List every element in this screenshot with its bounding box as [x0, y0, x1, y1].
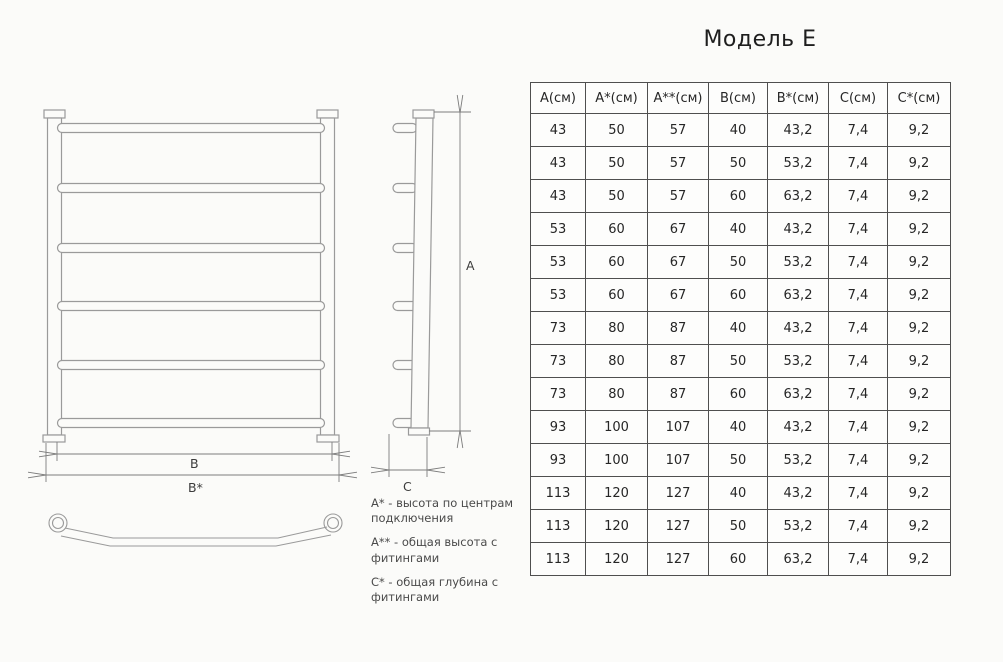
table-cell: 9,2	[888, 246, 951, 279]
rail-bar	[58, 124, 325, 133]
table-cell: 57	[648, 180, 709, 213]
table-cell: 127	[648, 510, 709, 543]
table-row	[531, 444, 951, 477]
table-cell: 127	[648, 477, 709, 510]
rail-bar	[58, 184, 325, 193]
table-cell: 57	[648, 114, 709, 147]
table-cell: 127	[648, 543, 709, 576]
table-cell: 7,4	[829, 147, 888, 180]
table-cell: 63,2	[768, 279, 829, 312]
table-cell: 50	[586, 147, 648, 180]
table-cell: 7,4	[829, 114, 888, 147]
table-cell: 80	[586, 378, 648, 411]
table-cell: 40	[709, 114, 768, 147]
bar-end-stub	[393, 184, 417, 193]
table-cell: 40	[709, 411, 768, 444]
column-header: В(см)	[709, 83, 768, 114]
dimensions-table	[530, 82, 951, 576]
table-cell: 120	[586, 543, 648, 576]
table-cell: 9,2	[888, 312, 951, 345]
legend-item: С* - общая глубина с фитингами	[371, 574, 499, 604]
table-cell: 53	[531, 279, 586, 312]
table-cell: 7,4	[829, 543, 888, 576]
table-row	[531, 246, 951, 279]
right-post	[321, 118, 335, 435]
table-cell: 43	[531, 180, 586, 213]
table-cell: 80	[586, 312, 648, 345]
table-row	[531, 180, 951, 213]
right-top-fitting	[317, 110, 338, 118]
table-cell: 50	[709, 345, 768, 378]
table-row	[531, 312, 951, 345]
rail-bar	[58, 244, 325, 253]
post-ring	[53, 518, 64, 529]
table-cell: 9,2	[888, 411, 951, 444]
post-profile	[411, 118, 433, 428]
left-top-fitting	[44, 110, 65, 118]
column-header: А**(см)	[648, 83, 709, 114]
rail-bar	[58, 302, 325, 311]
table-row	[531, 411, 951, 444]
column-header: В*(см)	[768, 83, 829, 114]
table-cell: 113	[531, 510, 586, 543]
table-cell: 9,2	[888, 180, 951, 213]
table-cell: 9,2	[888, 147, 951, 180]
table-cell: 50	[586, 180, 648, 213]
page-title: Модель Е	[703, 27, 817, 52]
side-view	[393, 110, 434, 435]
post-ring	[328, 518, 339, 529]
table-row	[531, 543, 951, 576]
table-cell: 87	[648, 378, 709, 411]
dimension-label-a: А	[466, 258, 475, 273]
table-cell: 50	[709, 510, 768, 543]
table-cell: 40	[709, 213, 768, 246]
table-cell: 43	[531, 147, 586, 180]
bent-bar-outline	[61, 535, 331, 546]
table-cell: 43,2	[768, 213, 829, 246]
table-cell: 53,2	[768, 147, 829, 180]
table-cell: 7,4	[829, 180, 888, 213]
side-top-fitting	[413, 110, 434, 118]
table-cell: 73	[531, 378, 586, 411]
table-cell: 60	[709, 279, 768, 312]
table-cell: 9,2	[888, 510, 951, 543]
table-cell: 53,2	[768, 510, 829, 543]
table-cell: 73	[531, 345, 586, 378]
table-cell: 9,2	[888, 213, 951, 246]
table-cell: 63,2	[768, 378, 829, 411]
table-cell: 43,2	[768, 411, 829, 444]
table-cell: 107	[648, 411, 709, 444]
table-row	[531, 477, 951, 510]
table-cell: 43,2	[768, 477, 829, 510]
dimension-c	[389, 434, 427, 477]
table-cell: 93	[531, 411, 586, 444]
table-cell: 67	[648, 213, 709, 246]
table-cell: 113	[531, 543, 586, 576]
table-cell: 60	[709, 543, 768, 576]
table-row	[531, 510, 951, 543]
table-cell: 60	[709, 180, 768, 213]
table-cell: 93	[531, 444, 586, 477]
table-cell: 40	[709, 312, 768, 345]
table-cell: 60	[709, 378, 768, 411]
front-view	[43, 110, 339, 442]
table-row	[531, 114, 951, 147]
table-cell: 53,2	[768, 444, 829, 477]
rail-bar	[58, 419, 325, 428]
table-cell: 9,2	[888, 345, 951, 378]
table-cell: 60	[586, 246, 648, 279]
legend-item: А** - общая высота с фитингами	[371, 535, 498, 565]
table-cell: 107	[648, 444, 709, 477]
table-cell: 67	[648, 279, 709, 312]
table-cell: 53,2	[768, 345, 829, 378]
bottom-view	[49, 514, 342, 546]
table-cell: 63,2	[768, 543, 829, 576]
table-cell: 53,2	[768, 246, 829, 279]
table-cell: 100	[586, 444, 648, 477]
legend	[371, 496, 529, 614]
table-cell: 7,4	[829, 345, 888, 378]
table-cell: 9,2	[888, 543, 951, 576]
table-row	[531, 378, 951, 411]
rail-bar	[58, 361, 325, 370]
table-cell: 7,4	[829, 378, 888, 411]
table-cell: 50	[709, 147, 768, 180]
table-cell: 53	[531, 213, 586, 246]
column-header: С(см)	[829, 83, 888, 114]
table-cell: 113	[531, 477, 586, 510]
post-ring	[49, 514, 67, 532]
table-cell: 87	[648, 312, 709, 345]
table-cell: 60	[586, 279, 648, 312]
left-post	[48, 118, 62, 435]
dimension-label-b-star: В*	[188, 480, 203, 495]
dimension-label-c: С	[403, 479, 412, 494]
table-cell: 7,4	[829, 444, 888, 477]
table-cell: 9,2	[888, 444, 951, 477]
table-cell: 63,2	[768, 180, 829, 213]
bar-end-stub	[393, 124, 417, 133]
post-ring	[324, 514, 342, 532]
table-cell: 60	[586, 213, 648, 246]
table-row	[531, 147, 951, 180]
table-cell: 9,2	[888, 114, 951, 147]
table-cell: 7,4	[829, 213, 888, 246]
table-body	[531, 114, 951, 576]
table-cell: 57	[648, 147, 709, 180]
table-cell: 50	[709, 444, 768, 477]
table-cell: 80	[586, 345, 648, 378]
table-row	[531, 213, 951, 246]
table-cell: 87	[648, 345, 709, 378]
table-cell: 7,4	[829, 312, 888, 345]
table-cell: 43,2	[768, 114, 829, 147]
dimension-a	[429, 112, 471, 431]
column-header: С*(см)	[888, 83, 951, 114]
table-cell: 7,4	[829, 279, 888, 312]
table-cell: 120	[586, 477, 648, 510]
left-foot-fitting	[43, 435, 65, 442]
table-cell: 7,4	[829, 411, 888, 444]
table-cell: 9,2	[888, 279, 951, 312]
dimension-label-b: В	[190, 456, 199, 471]
table-header-row	[531, 83, 951, 114]
legend-item: А* - высота по центрам подключения	[371, 496, 514, 526]
table-cell: 53	[531, 246, 586, 279]
column-header: А*(см)	[586, 83, 648, 114]
table-cell: 40	[709, 477, 768, 510]
side-bottom-fitting	[409, 428, 430, 435]
column-header: А(см)	[531, 83, 586, 114]
table-cell: 120	[586, 510, 648, 543]
table-cell: 73	[531, 312, 586, 345]
table-cell: 9,2	[888, 378, 951, 411]
table-cell: 43,2	[768, 312, 829, 345]
table-cell: 7,4	[829, 510, 888, 543]
table-cell: 50	[709, 246, 768, 279]
right-foot-fitting	[317, 435, 339, 442]
table-cell: 100	[586, 411, 648, 444]
bent-bar-outline	[65, 527, 327, 538]
table-cell: 50	[586, 114, 648, 147]
table-cell: 43	[531, 114, 586, 147]
table-cell: 7,4	[829, 246, 888, 279]
table-cell: 67	[648, 246, 709, 279]
table-cell: 7,4	[829, 477, 888, 510]
table-cell: 9,2	[888, 477, 951, 510]
table-row	[531, 279, 951, 312]
table-row	[531, 345, 951, 378]
